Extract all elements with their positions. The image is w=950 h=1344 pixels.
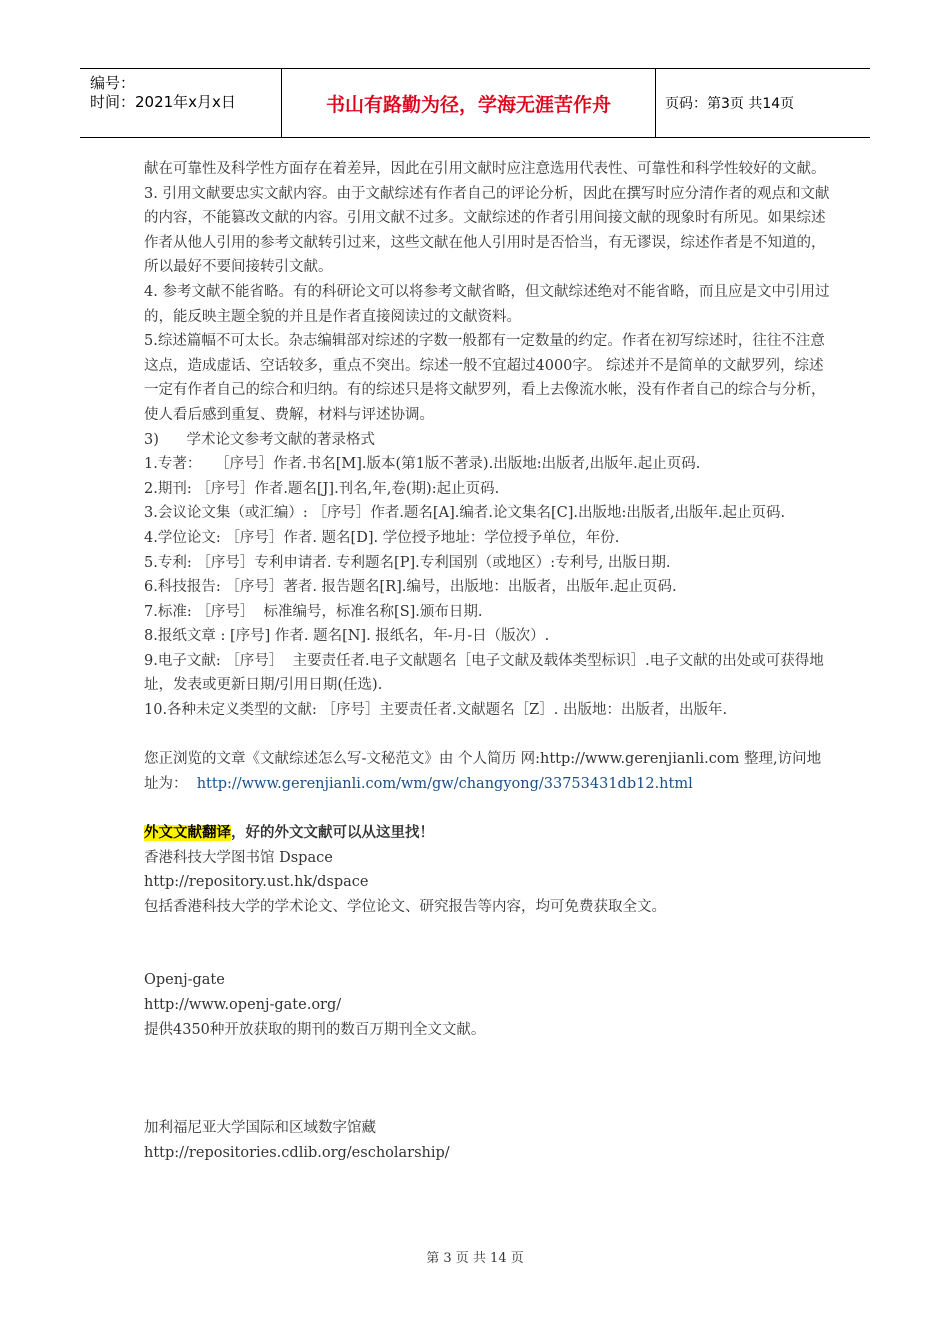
resource-name: 加利福尼亚大学国际和区域数字馆藏 — [144, 1120, 376, 1137]
paragraph: 献在可靠性及科学性方面存在着差异，因此在引用文献时应注意选用代表性、可靠性和科学性较好的文献。 — [144, 161, 826, 177]
reference-format: 6.科技报告: ［序号］著者. 报告题名[R].编号，出版地：出版者，出版年.起止页码. — [144, 579, 677, 596]
promo-text: ，好的外文文献可以从这里找！ — [231, 825, 434, 842]
spacer — [144, 1042, 834, 1116]
resource-desc: 提供4350种开放获取的期刊的数百万期刊全文文献。 — [144, 1021, 486, 1038]
promo-highlight[interactable]: 外文文献翻译 — [144, 825, 231, 842]
time-label: 时间：2021年x月x日 — [90, 93, 236, 111]
page-footer: 第 3 页 共 14 页 — [426, 1251, 524, 1266]
reference-format: 8.报纸文章 : [序号] 作者. 题名[N]. 报纸名，年-月-日（版次）. — [144, 628, 550, 645]
reference-format: 5.专利: ［序号］专利申请者. 专利题名[P].专利国别（或地区）:专利号, 出版日期. — [144, 554, 671, 571]
paragraph: 5.综述篇幅不可太长。杂志编辑部对综述的字数一般都有一定数量的约定。作者在初写综述时，往往不注意这点，造成虚话、空话较多，重点不突出。综述一般不宜超过4000字。 综述并不是简单的文献罗列，综述一定有作者自己的综合和归纳。有的综述只是将文献罗列，看上去像流水帐，没有作者自己的综合与分析，使人看后感到重复、费解，材料与评述协调。 — [144, 333, 826, 423]
number-label: 编号： — [90, 74, 136, 92]
source-text: 您正浏览的文章《文献综述怎么写-文秘范文》由 个人简历 网:http://www.gerenjianli.com 整理,访问地址为： — [144, 751, 822, 792]
source-link[interactable]: http://www.gerenjianli.com/wm/gw/changyong/33753431db12.html — [196, 775, 693, 792]
reference-format: 4.学位论文: ［序号］作者. 题名[D]. 学位授予地址：学位授予单位，年份. — [144, 529, 620, 546]
document-body — [144, 157, 834, 1165]
spacer — [144, 919, 834, 968]
section-heading: 3) 学术论文参考文献的著录格式 — [144, 431, 376, 448]
resource-url[interactable]: http://repositories.cdlib.org/escholarship/ — [144, 1144, 450, 1161]
promo-line — [144, 821, 834, 846]
paragraph: 4. 参考文献不能省略。有的科研论文可以将参考文献省略，但文献综述绝对不能省略，而且应是文中引用过的，能反映主题全貌的并且是作者直接阅读过的文献资料。 — [144, 283, 830, 325]
page-header — [80, 68, 870, 138]
resource-name: Openj-gate — [144, 972, 225, 989]
paragraph: 3. 引用文献要忠实文献内容。由于文献综述有作者自己的评论分析，因此在撰写时应分清作者的观点和文献的内容，不能篡改文献的内容。引用文献不过多。文献综述的作者引用间接文献的现象时有所见。如果综述作者从他人引用的参考文献转引过来，这些文献在他人引用时是否恰当，有无谬误，综述作者是不知道的，所以最好不要间接转引文献。 — [144, 185, 830, 276]
reference-format: 1.专著： ［序号］作者.书名[M].版本(第1版不著录).出版地:出版者,出版年.起止页码. — [144, 456, 701, 473]
header-meta-cell — [80, 69, 282, 137]
source-note — [144, 747, 834, 796]
reference-format: 9.电子文献: ［序号］ 主要责任者.电子文献题名［电子文献及载体类型标识］.电子文献的出处或可获得地址，发表或更新日期/引用日期(任选). — [144, 652, 824, 694]
resource-name: 香港科技大学图书馆 Dspace — [144, 849, 333, 866]
reference-format: 3.会议论文集（或汇编）: ［序号］作者.题名[A].编者.论文集名[C].出版地:出版者,出版年.起止页码. — [144, 505, 786, 522]
resource-url[interactable]: http://repository.ust.hk/dspace — [144, 874, 369, 891]
resource-url[interactable]: http://www.openj-gate.org/ — [144, 997, 342, 1013]
reference-format: 10.各种未定义类型的文献: ［序号］主要责任者.文献题名［Z］. 出版地：出版者，出版年. — [144, 702, 728, 719]
spacer — [144, 723, 834, 748]
header-page-info: 页码：第3页 共14页 — [665, 96, 795, 112]
reference-format: 7.标准: ［序号］ 标准编号，标准名称[S].颁布日期. — [144, 603, 483, 620]
spacer — [144, 796, 834, 821]
resource-desc: 包括香港科技大学的学术论文、学位论文、研究报告等内容，均可免费获取全文。 — [144, 898, 666, 915]
header-motto: 书山有路勤为径，学海无涯苦作舟 — [282, 69, 656, 137]
reference-format: 2.期刊: ［序号］作者.题名[J].刊名,年,卷(期):起止页码. — [144, 480, 500, 497]
